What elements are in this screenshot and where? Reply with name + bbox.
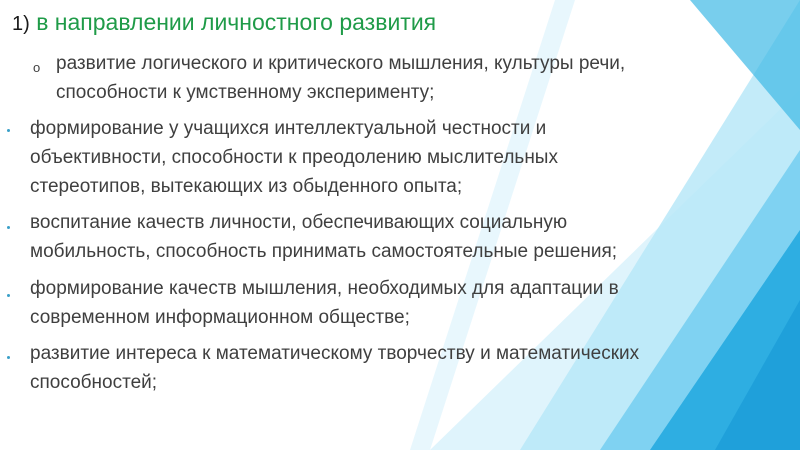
title-number: 1): [12, 13, 30, 35]
bullet-dot-icon: [7, 356, 10, 359]
item-2-line-1: воспитание качеств личности, обеспечивающих социальную: [30, 212, 568, 233]
bullet-dot-icon: [7, 226, 10, 229]
sub-bullet-icon: o: [33, 60, 41, 75]
item-1-line-3: стереотипов, вытекающих из обыденного опыта;: [30, 176, 463, 197]
item-4-line-2: способностей;: [30, 372, 158, 393]
item-3-line-1: формирование качеств мышления, необходимых для адаптации в: [30, 278, 619, 299]
bullet-dot-icon: [7, 129, 10, 132]
item-1-line-1: формирование у учащихся интеллектуальной честности и: [30, 118, 547, 139]
sub-item-line-2: способности к умственному эксперименту;: [56, 82, 435, 103]
bullet-dot-icon: [7, 294, 10, 297]
slide-title: [12, 7, 436, 39]
title-text: в направлении личностного развития: [36, 9, 437, 35]
item-4-line-1: развитие интереса к математическому творчеству и математических: [30, 343, 640, 364]
item-3-line-2: современном информационном обществе;: [30, 307, 410, 328]
item-1-line-2: объективности, способности к преодолению мыслительных: [30, 147, 558, 168]
sub-item-line-1: развитие логического и критического мышления, культуры речи,: [56, 53, 626, 74]
item-2-line-2: мобильность, способность принимать самостоятельные решения;: [30, 241, 618, 262]
